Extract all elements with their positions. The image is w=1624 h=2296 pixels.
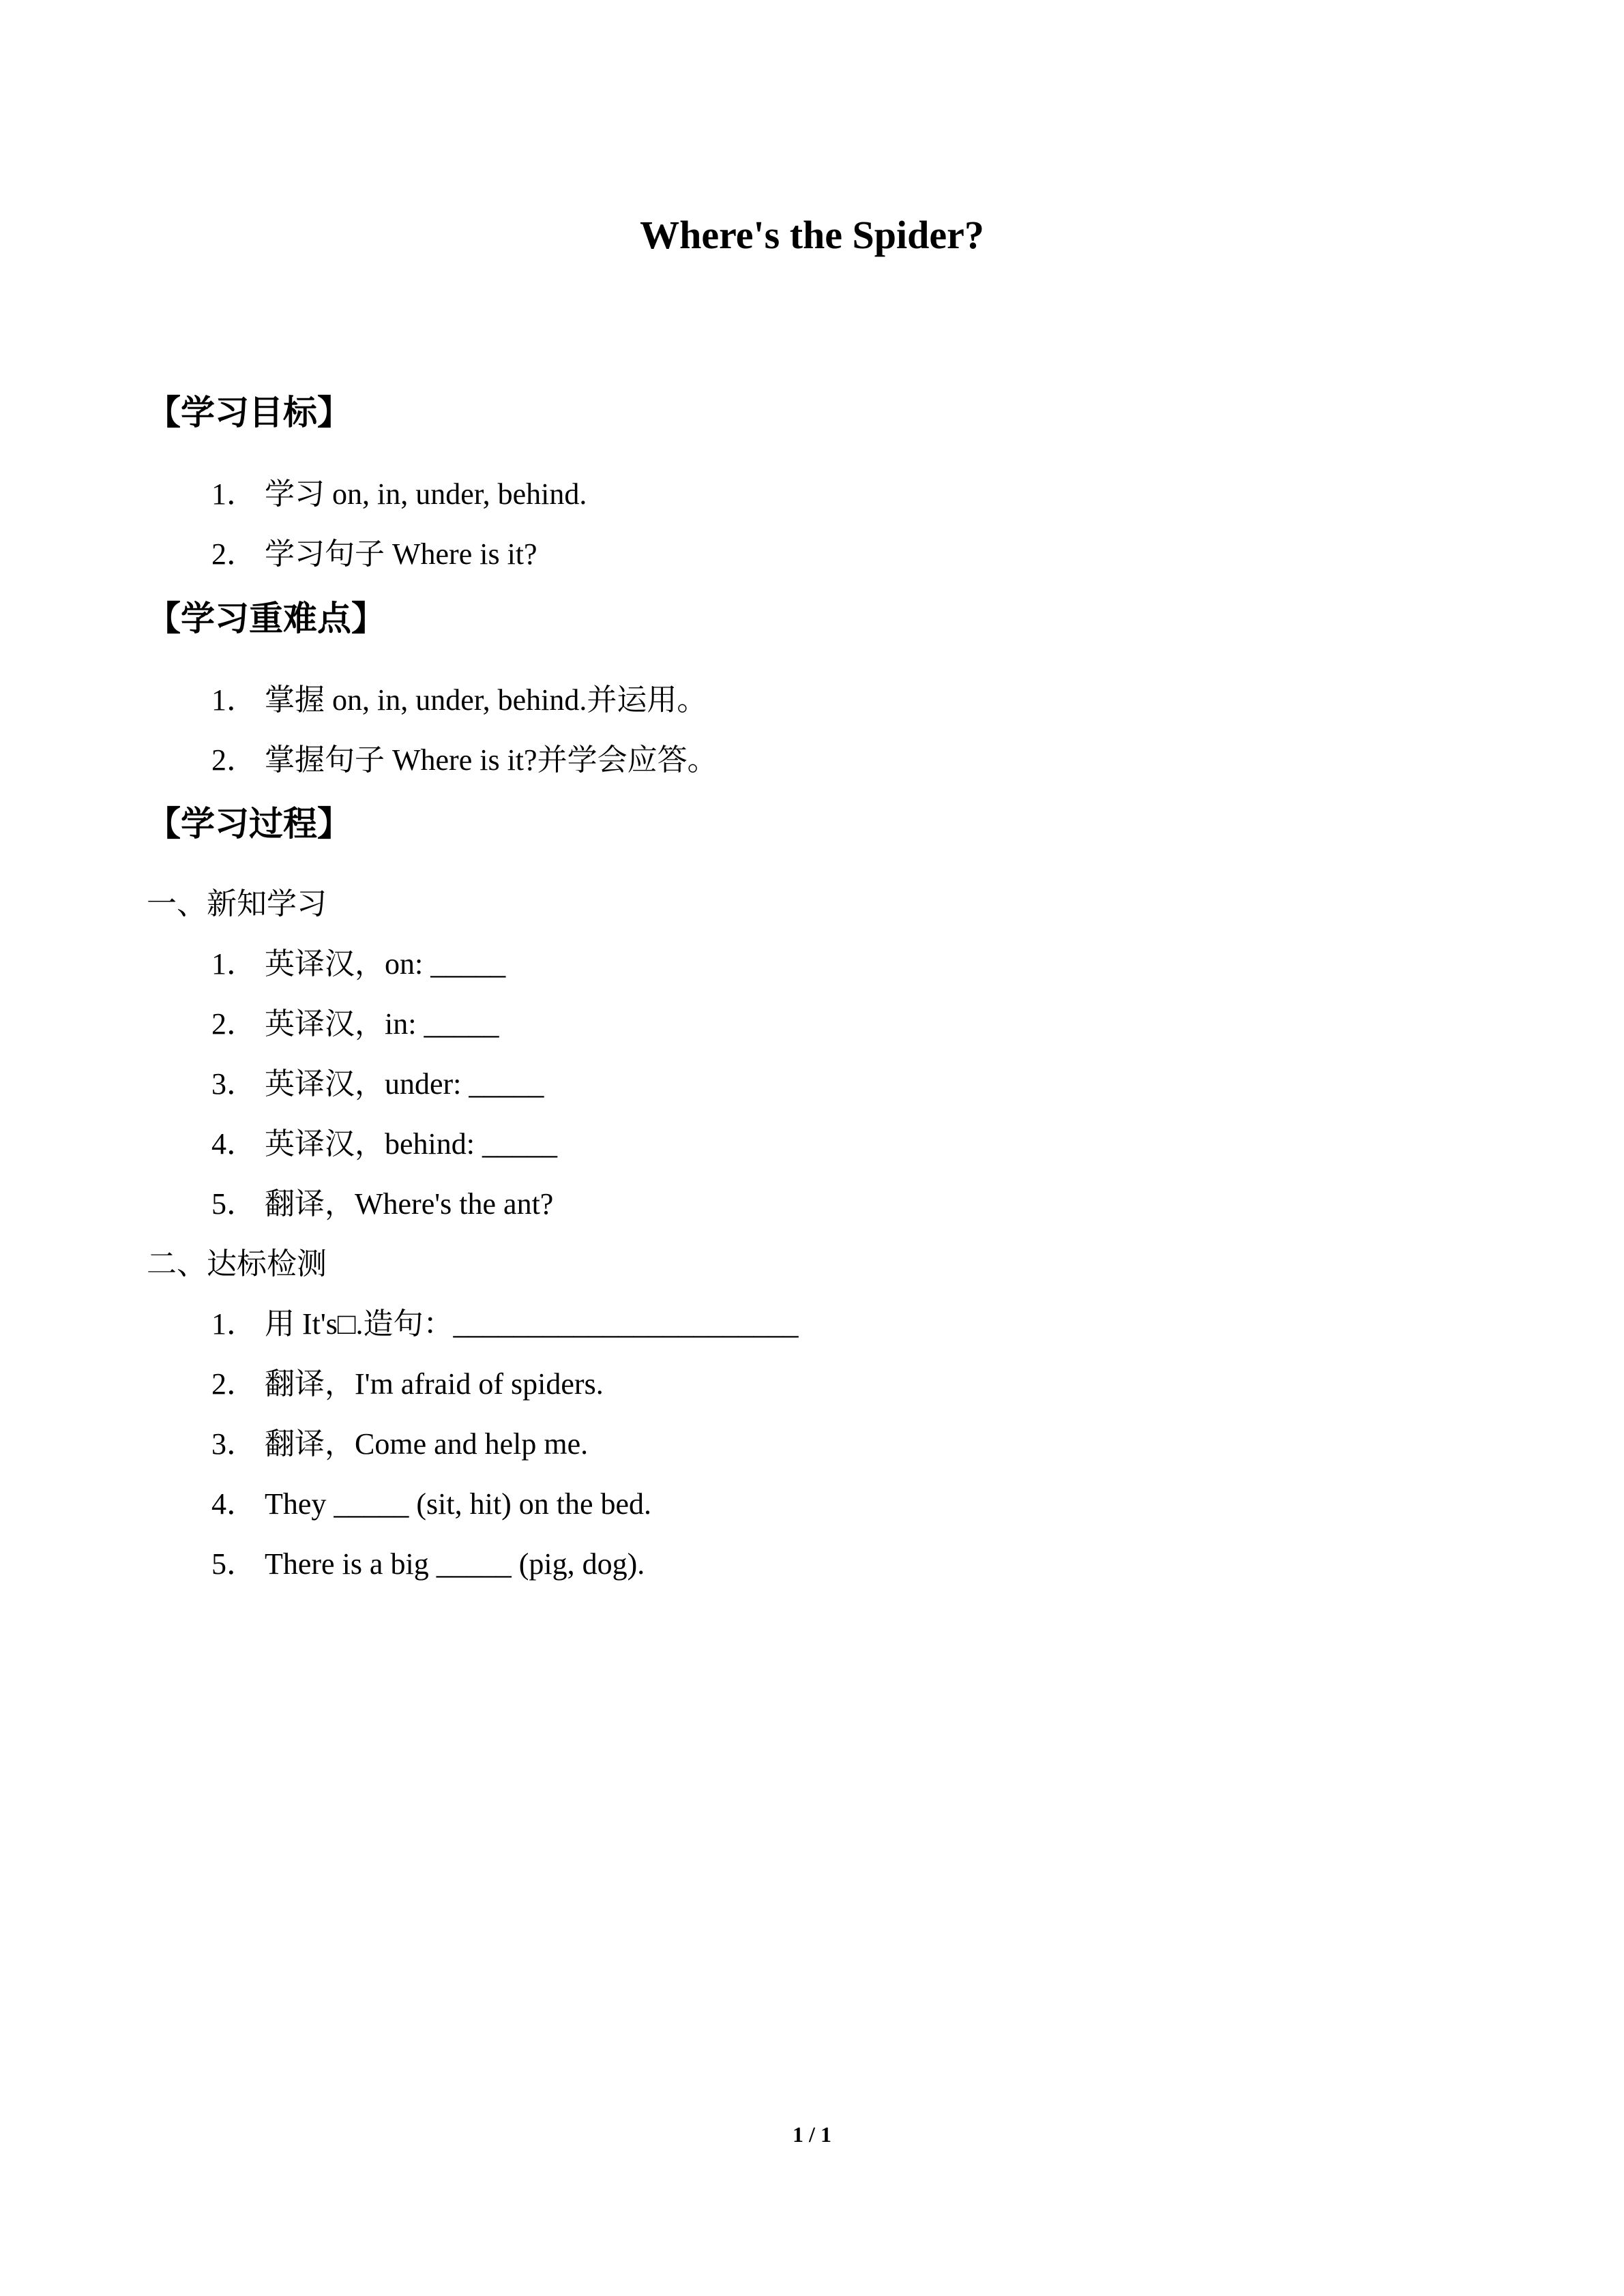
- item-number: 4．: [211, 1127, 256, 1161]
- section-heading-goals: 【学习目标】: [147, 393, 351, 432]
- exercise-item: [211, 1004, 499, 1045]
- page-number: 1 / 1: [793, 2122, 831, 2147]
- item-number: 1．: [211, 947, 256, 981]
- exercise-item: [211, 1184, 553, 1225]
- subsection-label-assessment: 二、达标检测: [147, 1247, 327, 1281]
- item-text: 学习句子 Where is it?: [265, 537, 537, 571]
- assessment-item: [211, 1484, 651, 1525]
- item-text: 英译汉，behind: _____: [265, 1127, 557, 1161]
- item-text: 英译汉，on: _____: [265, 947, 506, 981]
- item-text: 英译汉，in: _____: [265, 1007, 499, 1041]
- item-number: 5．: [211, 1547, 256, 1581]
- subsection-label-new-knowledge: 一、新知学习: [147, 887, 327, 921]
- item-number: 1．: [211, 477, 256, 511]
- item-number: 1．: [211, 1307, 256, 1341]
- exercise-item: [211, 1064, 544, 1105]
- section-heading-key-points: 【学习重难点】: [147, 599, 385, 638]
- item-number: 1．: [211, 683, 256, 717]
- section-heading-process: 【学习过程】: [147, 804, 351, 844]
- item-text: 学习 on, in, under, behind.: [265, 477, 587, 511]
- assessment-item: [211, 1544, 645, 1585]
- assessment-item: [211, 1364, 604, 1405]
- item-text: 用 It's□.造句：_______________________: [265, 1307, 799, 1341]
- exercise-item: [211, 1124, 557, 1165]
- key-point-item-2: [211, 740, 718, 781]
- item-text: 翻译，I'm afraid of spiders.: [265, 1367, 604, 1401]
- item-text: 翻译，Come and help me.: [265, 1427, 589, 1461]
- key-point-item-1: [211, 680, 707, 721]
- item-text: 翻译，Where's the ant?: [265, 1187, 554, 1221]
- assessment-item: [211, 1304, 799, 1345]
- item-number: 2．: [211, 1007, 256, 1041]
- assessment-item: [211, 1424, 588, 1465]
- item-number: 3．: [211, 1427, 256, 1461]
- exercise-item: [211, 944, 505, 985]
- goal-item-2: [211, 534, 537, 575]
- page-title: Where's the Spider?: [640, 213, 984, 257]
- item-number: 2．: [211, 1367, 256, 1401]
- item-text: 掌握 on, in, under, behind.并运用。: [265, 683, 707, 717]
- item-text: There is a big _____ (pig, dog).: [265, 1547, 645, 1581]
- item-text: 掌握句子 Where is it?并学会应答。: [265, 743, 718, 777]
- goal-item-1: [211, 474, 587, 515]
- item-text: 英译汉，under: _____: [265, 1067, 544, 1101]
- item-number: 4．: [211, 1487, 256, 1521]
- item-number: 2．: [211, 743, 256, 777]
- item-number: 3．: [211, 1067, 256, 1101]
- item-number: 2．: [211, 537, 256, 571]
- item-number: 5．: [211, 1187, 256, 1221]
- item-text: They _____ (sit, hit) on the bed.: [265, 1487, 652, 1521]
